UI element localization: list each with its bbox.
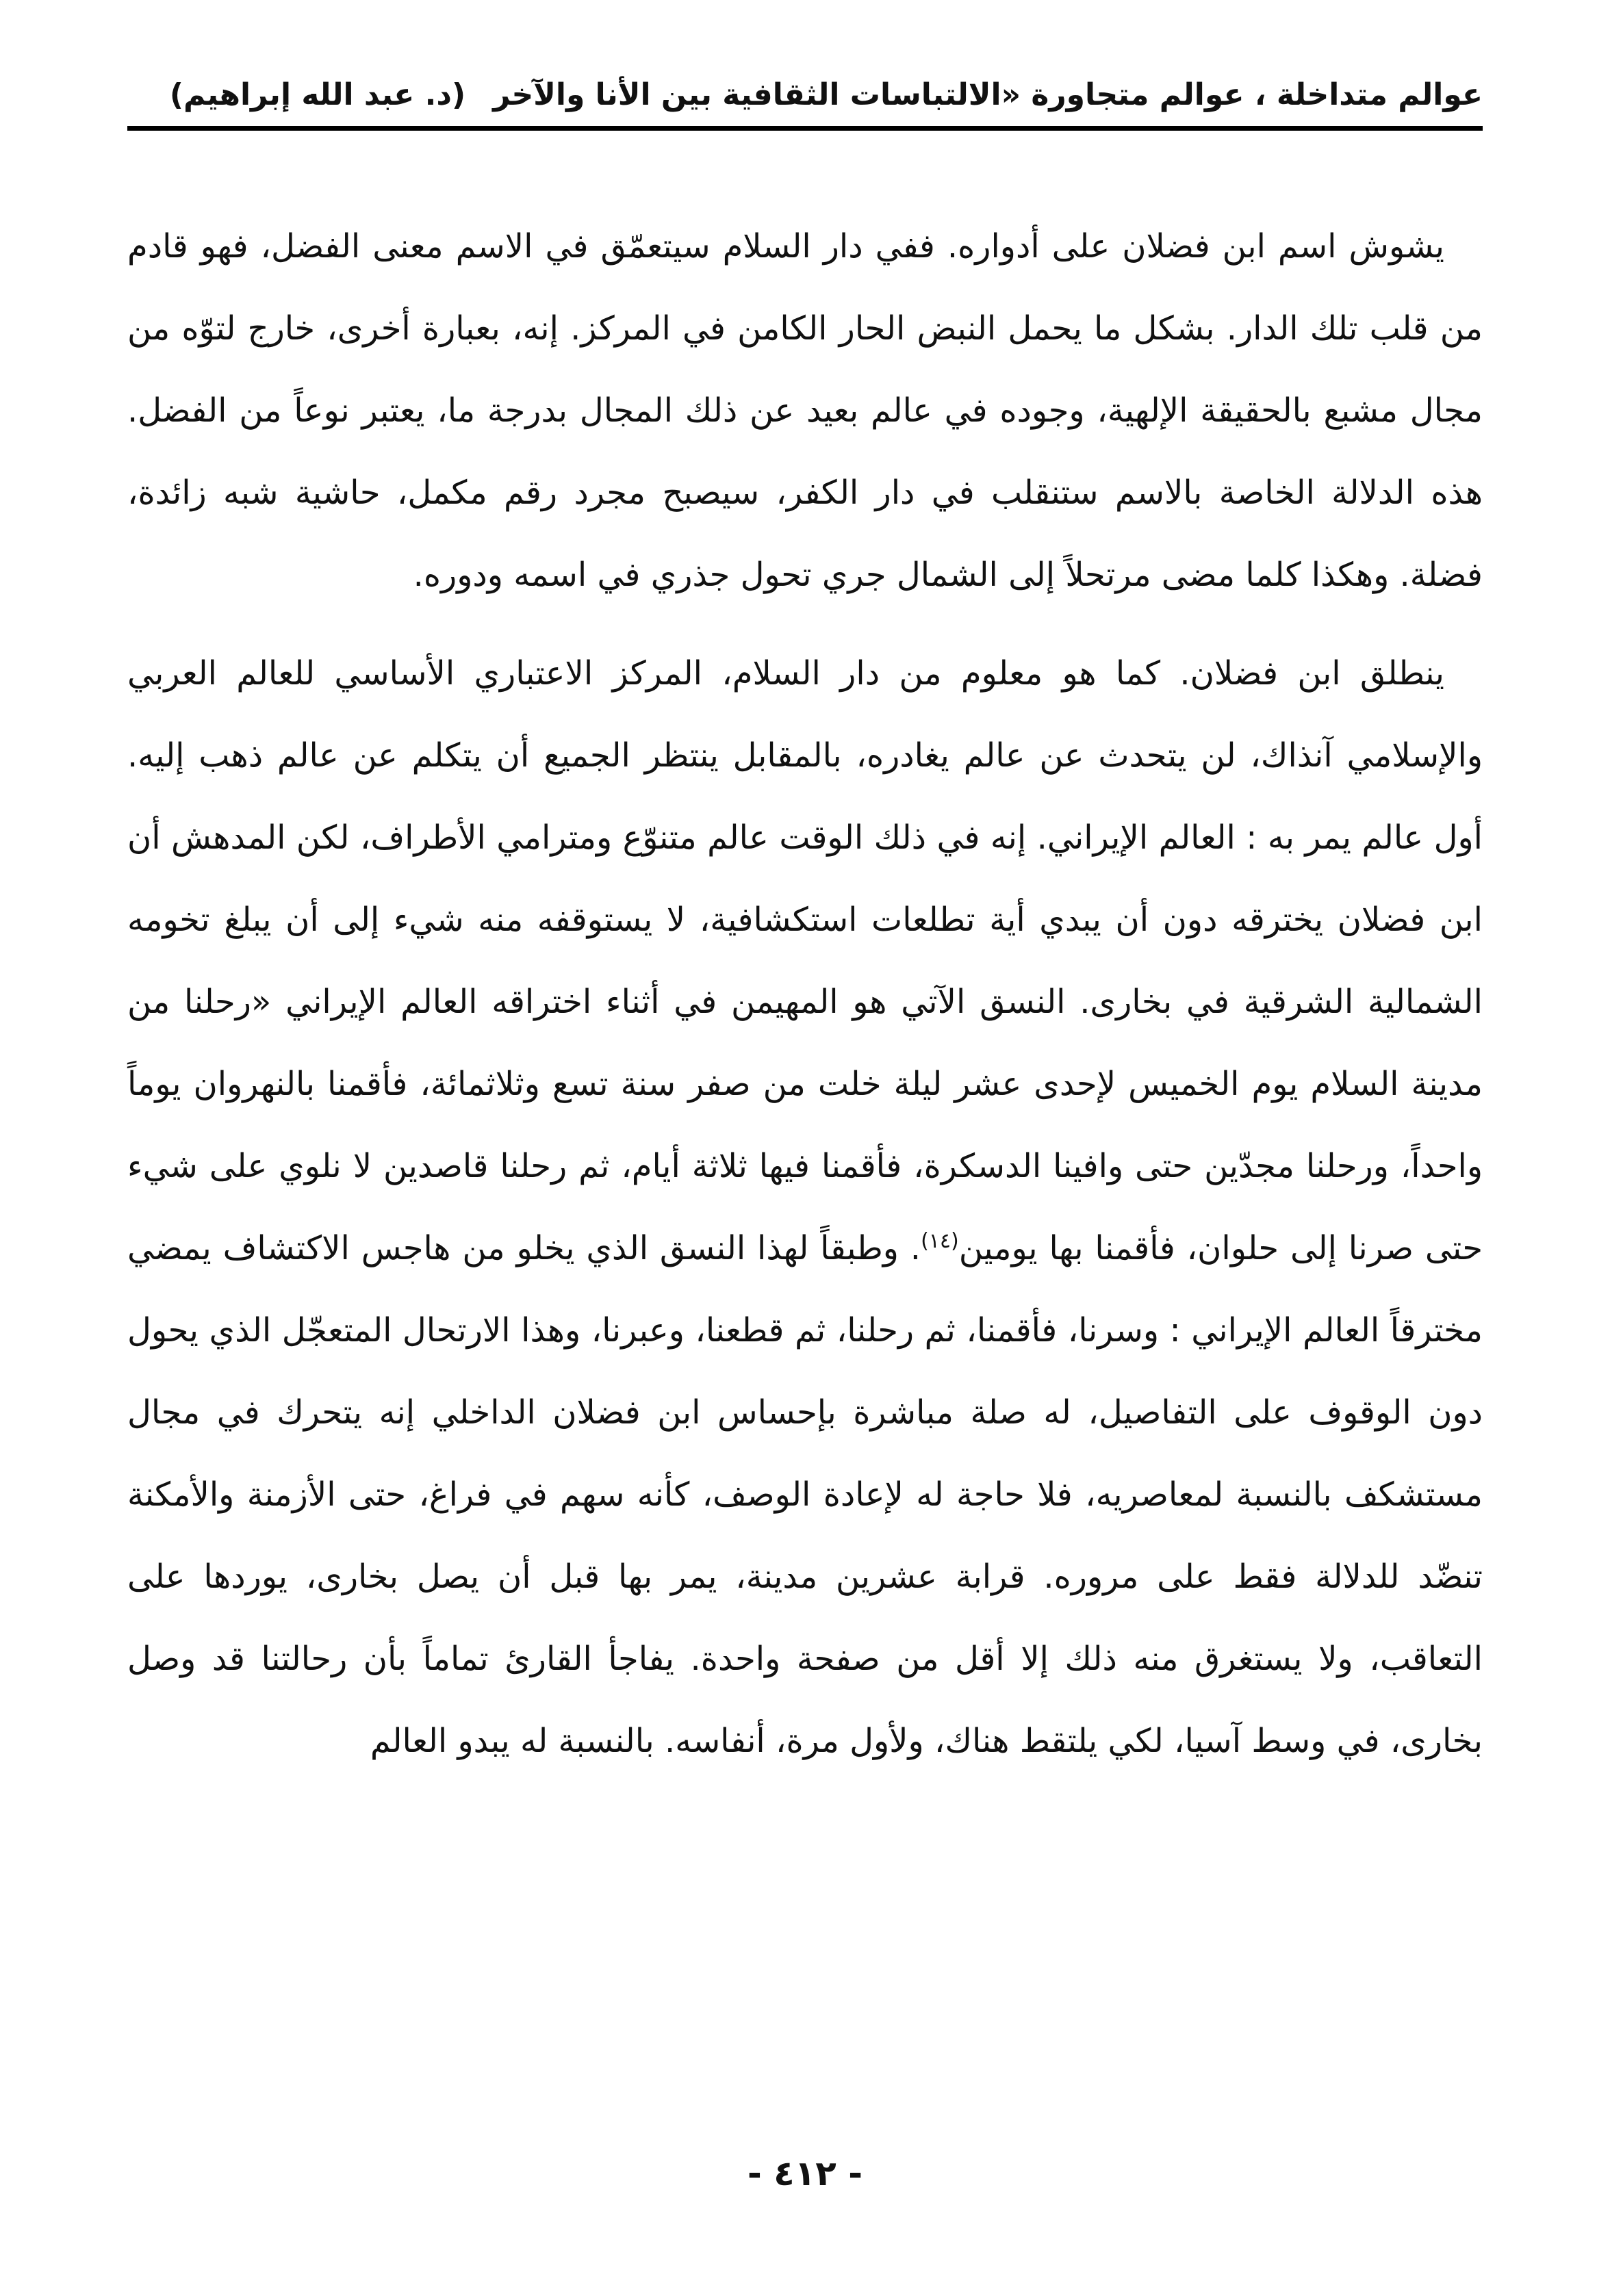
paragraph-2-text-a: ينطلق ابن فضلان. كما هو معلوم من دار السلام، المركز الاعتباري الأساسي للعالم العربي والإسلامي آنذاك، لن يتحدث عن عالم يغادره، بالمقابل ينتظر الجميع أن يتكلم عن عالم ذهب إليه. أول عالم يمر به : العالم الإيراني. إنه في ذلك الوقت عالم متنوّع ومترامي الأطراف، لكن المدهش أن ابن فضلان يخترقه دون أن يبدي أية تطلعات استكشافية، لا يستوقفه منه شيء إلى أن يبلغ تخومه الشمالية الشرقية في بخارى. النسق الآتي هو المهيمن في أثناء اختراقه العالم الإيراني «رحلنا من مدينة السلام يوم الخميس لإحدى عشر ليلة خلت من صفر سنة تسع وثلاثمائة، فأقمنا بالنهروان يوماً واحداً، ورحلنا مجدّين حتى وافينا الدسكرة، فأقمنا فيها ثلاثة أيام، ثم رحلنا قاصدين لا نلوي على شيء حتى صرنا إلى حلوان، فأقمنا بها يومين — [127, 654, 1483, 1267]
paragraph-2-text-b: . وطبقاً لهذا النسق الذي يخلو من هاجس الاكتشاف يمضي مخترقاً العالم الإيراني : وسرنا، فأقمنا، ثم رحلنا، ثم قطعنا، وعبرنا، وهذا الارتحال المتعجّل الذي يحول دون الوقوف على التفاصيل، له صلة مباشرة بإحساس ابن فضلان الداخلي إنه يتحرك في مجال مستشكف بالنسبة لمعاصريه، فلا حاجة له لإعادة الوصف، كأنه سهم في فراغ، حتى الأزمنة والأمكنة تنضّد للدلالة فقط على مروره. قرابة عشرين مدينة، يمر بها قبل أن يصل بخارى، يوردها على التعاقب، ولا يستغرق منه ذلك إلا أقل من صفحة واحدة. يفاجأ القارئ تماماً بأن رحالتنا قد وصل بخارى، في وسط آسيا، لكي يلتقط هناك، ولأول مرة، أنفاسه. بالنسبة له يبدو العالم — [127, 1229, 1483, 1760]
author-name: (د. عبد الله إبراهيم) — [169, 77, 466, 112]
footnote-reference: (١٤) — [921, 1229, 959, 1253]
page-number: - ٤١٢ - — [748, 2154, 862, 2193]
paragraph-1: يشوش اسم ابن فضلان على أدواره. ففي دار السلام سيتعمّق في الاسم معنى الفضل، فهو قادم من قلب تلك الدار. بشكل ما يحمل النبض الحار الكامن في المركز. إنه، بعبارة أخرى، خارج لتوّه من مجال مشبع بالحقيقة الإلهية، وجوده في عالم بعيد عن ذلك المجال بدرجة ما، يعتبر نوعاً من الفضل. هذه الدلالة الخاصة بالاسم ستنقلب في دار الكفر، سيصبح مجرد رقم مكمل، حاشية شبه زائدة، فضلة. وهكذا كلما مضى مرتحلاً إلى الشمال جري تحول جذري في اسمه ودوره. — [127, 227, 1483, 594]
book-title: عوالم متداخلة ، عوالم متجاورة «الالتباسات الثقافية بين الأنا والآخر — [493, 77, 1483, 112]
running-header — [127, 63, 1483, 131]
paragraph-2 — [127, 632, 1483, 1782]
body-text — [127, 205, 1483, 1782]
